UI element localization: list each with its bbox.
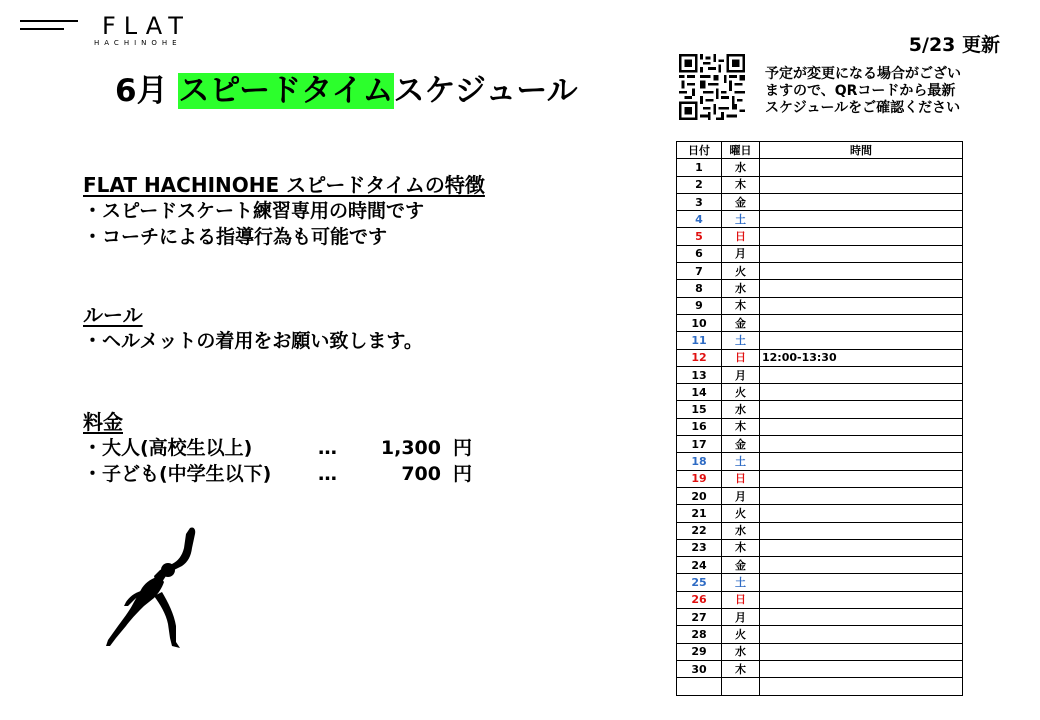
- schedule-weekday-cell: 金: [722, 314, 760, 331]
- notice-line: スケジュールをご確認ください: [765, 100, 961, 116]
- schedule-date-cell: 6: [677, 245, 722, 262]
- schedule-time-cell: [760, 626, 963, 643]
- table-row: [677, 314, 963, 331]
- schedule-time-cell: [760, 228, 963, 245]
- schedule-date-cell: 23: [677, 539, 722, 556]
- schedule-date-cell: 10: [677, 314, 722, 331]
- schedule-weekday-cell: 火: [722, 505, 760, 522]
- fee-label: ・子ども(中学生以下): [83, 463, 272, 485]
- rules-heading: ルール: [83, 303, 143, 327]
- schedule-date-cell: 27: [677, 609, 722, 626]
- schedule-date-cell: 3: [677, 193, 722, 210]
- schedule-time-cell: [760, 557, 963, 574]
- schedule-weekday-cell: 水: [722, 280, 760, 297]
- schedule-weekday-cell: 木: [722, 660, 760, 677]
- table-row: [677, 159, 963, 176]
- schedule-date-cell: 1: [677, 159, 722, 176]
- title-prefix: 6月: [115, 73, 179, 109]
- fee-row: [83, 461, 472, 487]
- table-row: [677, 384, 963, 401]
- notice-line: ますので、QRコードから最新: [765, 83, 956, 99]
- features-section: [83, 172, 485, 250]
- fee-dots: …: [318, 437, 337, 459]
- features-heading: FLAT HACHINOHE スピードタイムの特徴: [83, 173, 485, 197]
- schedule-weekday-cell: 木: [722, 297, 760, 314]
- schedule-date-cell: 30: [677, 660, 722, 677]
- table-row: [677, 297, 963, 314]
- fees-section: [83, 409, 472, 487]
- title-suffix: スケジュール: [393, 73, 578, 109]
- rules-section: [83, 302, 423, 354]
- table-row: [677, 211, 963, 228]
- table-row: [677, 574, 963, 591]
- table-row: [677, 470, 963, 487]
- fee-amount: 1,300: [380, 437, 441, 459]
- fee-amount: 700: [401, 463, 441, 485]
- table-row: [677, 436, 963, 453]
- table-row: [677, 626, 963, 643]
- schedule-date-cell: 8: [677, 280, 722, 297]
- schedule-date-cell: 12: [677, 349, 722, 366]
- table-row: [677, 349, 963, 366]
- schedule-time-cell: [760, 609, 963, 626]
- update-notice: [765, 66, 995, 117]
- fee-unit: 円: [453, 463, 473, 485]
- fees-heading: 料金: [83, 410, 123, 434]
- table-row: [677, 453, 963, 470]
- schedule-time-cell: [760, 591, 963, 608]
- schedule-table: [676, 141, 963, 696]
- schedule-weekday-cell: 月: [722, 487, 760, 504]
- table-row: [677, 609, 963, 626]
- feature-item: ・スピードスケート練習専用の時間です: [83, 200, 425, 222]
- schedule-weekday-cell: 日: [722, 228, 760, 245]
- fee-dots: …: [318, 463, 337, 485]
- table-row: [677, 176, 963, 193]
- schedule-date-cell: 18: [677, 453, 722, 470]
- fee-row: [83, 435, 472, 461]
- schedule-date-cell: 29: [677, 643, 722, 660]
- schedule-time-cell: [760, 678, 963, 695]
- table-row: [677, 522, 963, 539]
- header-date: 日付: [677, 142, 722, 159]
- schedule-weekday-cell: 日: [722, 591, 760, 608]
- schedule-time-cell: [760, 159, 963, 176]
- schedule-date-cell: 9: [677, 297, 722, 314]
- table-row: [677, 263, 963, 280]
- table-row: [677, 245, 963, 262]
- schedule-time-cell: [760, 263, 963, 280]
- schedule-body: [677, 159, 963, 695]
- schedule-time-cell: [760, 505, 963, 522]
- schedule-weekday-cell: 日: [722, 349, 760, 366]
- fee-label: ・大人(高校生以上): [83, 437, 253, 459]
- schedule-time-cell: [760, 574, 963, 591]
- schedule-weekday-cell: 土: [722, 332, 760, 349]
- schedule-weekday-cell: 水: [722, 401, 760, 418]
- schedule-time-cell: [760, 453, 963, 470]
- schedule-date-cell: 28: [677, 626, 722, 643]
- schedule-weekday-cell: 火: [722, 263, 760, 280]
- schedule-time-cell: [760, 418, 963, 435]
- schedule-weekday-cell: 月: [722, 366, 760, 383]
- title-highlight: スピードタイム: [178, 73, 394, 109]
- schedule-time-cell: [760, 660, 963, 677]
- schedule-weekday-cell: 火: [722, 384, 760, 401]
- fee-unit: 円: [453, 437, 473, 459]
- table-row: [677, 557, 963, 574]
- schedule-weekday-cell: 火: [722, 626, 760, 643]
- table-row: [677, 505, 963, 522]
- schedule-time-cell: [760, 176, 963, 193]
- table-row: [677, 660, 963, 677]
- schedule-date-cell: 11: [677, 332, 722, 349]
- table-row: [677, 678, 963, 695]
- notice-line: 予定が変更になる場合がござい: [765, 66, 961, 82]
- schedule-time-cell: [760, 193, 963, 210]
- schedule-weekday-cell: 金: [722, 193, 760, 210]
- schedule-time-cell: [760, 280, 963, 297]
- logo-bar: [20, 28, 64, 30]
- schedule-date-cell: 14: [677, 384, 722, 401]
- schedule-time-cell: [760, 245, 963, 262]
- rule-item: ・ヘルメットの着用をお願い致します。: [83, 330, 423, 352]
- schedule-weekday-cell: 水: [722, 159, 760, 176]
- table-row: [677, 280, 963, 297]
- table-row: [677, 193, 963, 210]
- schedule-time-cell: [760, 314, 963, 331]
- schedule-date-cell: 2: [677, 176, 722, 193]
- schedule-weekday-cell: 木: [722, 176, 760, 193]
- table-row: [677, 418, 963, 435]
- schedule-weekday-cell: 木: [722, 418, 760, 435]
- schedule-weekday-cell: 月: [722, 609, 760, 626]
- schedule-date-cell: 15: [677, 401, 722, 418]
- table-row: [677, 643, 963, 660]
- schedule-time-cell: [760, 332, 963, 349]
- schedule-date-cell: 13: [677, 366, 722, 383]
- logo-word: FLAT: [102, 12, 191, 40]
- schedule-date-cell: 5: [677, 228, 722, 245]
- schedule-time-cell: [760, 643, 963, 660]
- schedule-date-cell: 20: [677, 487, 722, 504]
- table-row: [677, 539, 963, 556]
- schedule-time-cell: [760, 487, 963, 504]
- table-row: [677, 591, 963, 608]
- logo-bar: [20, 20, 78, 22]
- schedule-time-cell: [760, 522, 963, 539]
- schedule-date-cell: 22: [677, 522, 722, 539]
- schedule-weekday-cell: 土: [722, 211, 760, 228]
- table-row: [677, 228, 963, 245]
- speed-skater-icon: [104, 526, 202, 656]
- schedule-time-cell: [760, 470, 963, 487]
- schedule-time-cell: 12:00-13:30: [760, 349, 963, 366]
- schedule-weekday-cell: 水: [722, 643, 760, 660]
- schedule-date-cell: 24: [677, 557, 722, 574]
- schedule-weekday-cell: 木: [722, 539, 760, 556]
- schedule-weekday-cell: 金: [722, 557, 760, 574]
- schedule-weekday-cell: 水: [722, 522, 760, 539]
- feature-item: ・コーチによる指導行為も可能です: [83, 226, 388, 248]
- schedule-weekday-cell: 土: [722, 453, 760, 470]
- schedule-weekday-cell: 日: [722, 470, 760, 487]
- schedule-date-cell: [677, 678, 722, 695]
- schedule-weekday-cell: 月: [722, 245, 760, 262]
- schedule-date-cell: 17: [677, 436, 722, 453]
- schedule-time-cell: [760, 211, 963, 228]
- logo-subtitle: HACHINOHE: [94, 39, 182, 47]
- schedule-time-cell: [760, 366, 963, 383]
- schedule-date-cell: 16: [677, 418, 722, 435]
- header-time: 時間: [760, 142, 963, 159]
- table-row: [677, 487, 963, 504]
- schedule-time-cell: [760, 436, 963, 453]
- header-weekday: 曜日: [722, 142, 760, 159]
- schedule-date-cell: 21: [677, 505, 722, 522]
- schedule-weekday-cell: 土: [722, 574, 760, 591]
- schedule-time-cell: [760, 401, 963, 418]
- table-row: [677, 332, 963, 349]
- table-row: [677, 401, 963, 418]
- schedule-date-cell: 7: [677, 263, 722, 280]
- updated-date: 5/23 更新: [908, 34, 1000, 56]
- schedule-weekday-cell: 金: [722, 436, 760, 453]
- page-title: [115, 70, 578, 112]
- schedule-date-cell: 25: [677, 574, 722, 591]
- schedule-time-cell: [760, 384, 963, 401]
- flat-logo: [20, 12, 215, 47]
- schedule-weekday-cell: [722, 678, 760, 695]
- schedule-date-cell: 26: [677, 591, 722, 608]
- schedule-date-cell: 4: [677, 211, 722, 228]
- schedule-time-cell: [760, 539, 963, 556]
- qr-code-icon[interactable]: [679, 54, 745, 120]
- schedule-date-cell: 19: [677, 470, 722, 487]
- table-header-row: [677, 142, 963, 159]
- table-row: [677, 366, 963, 383]
- schedule-time-cell: [760, 297, 963, 314]
